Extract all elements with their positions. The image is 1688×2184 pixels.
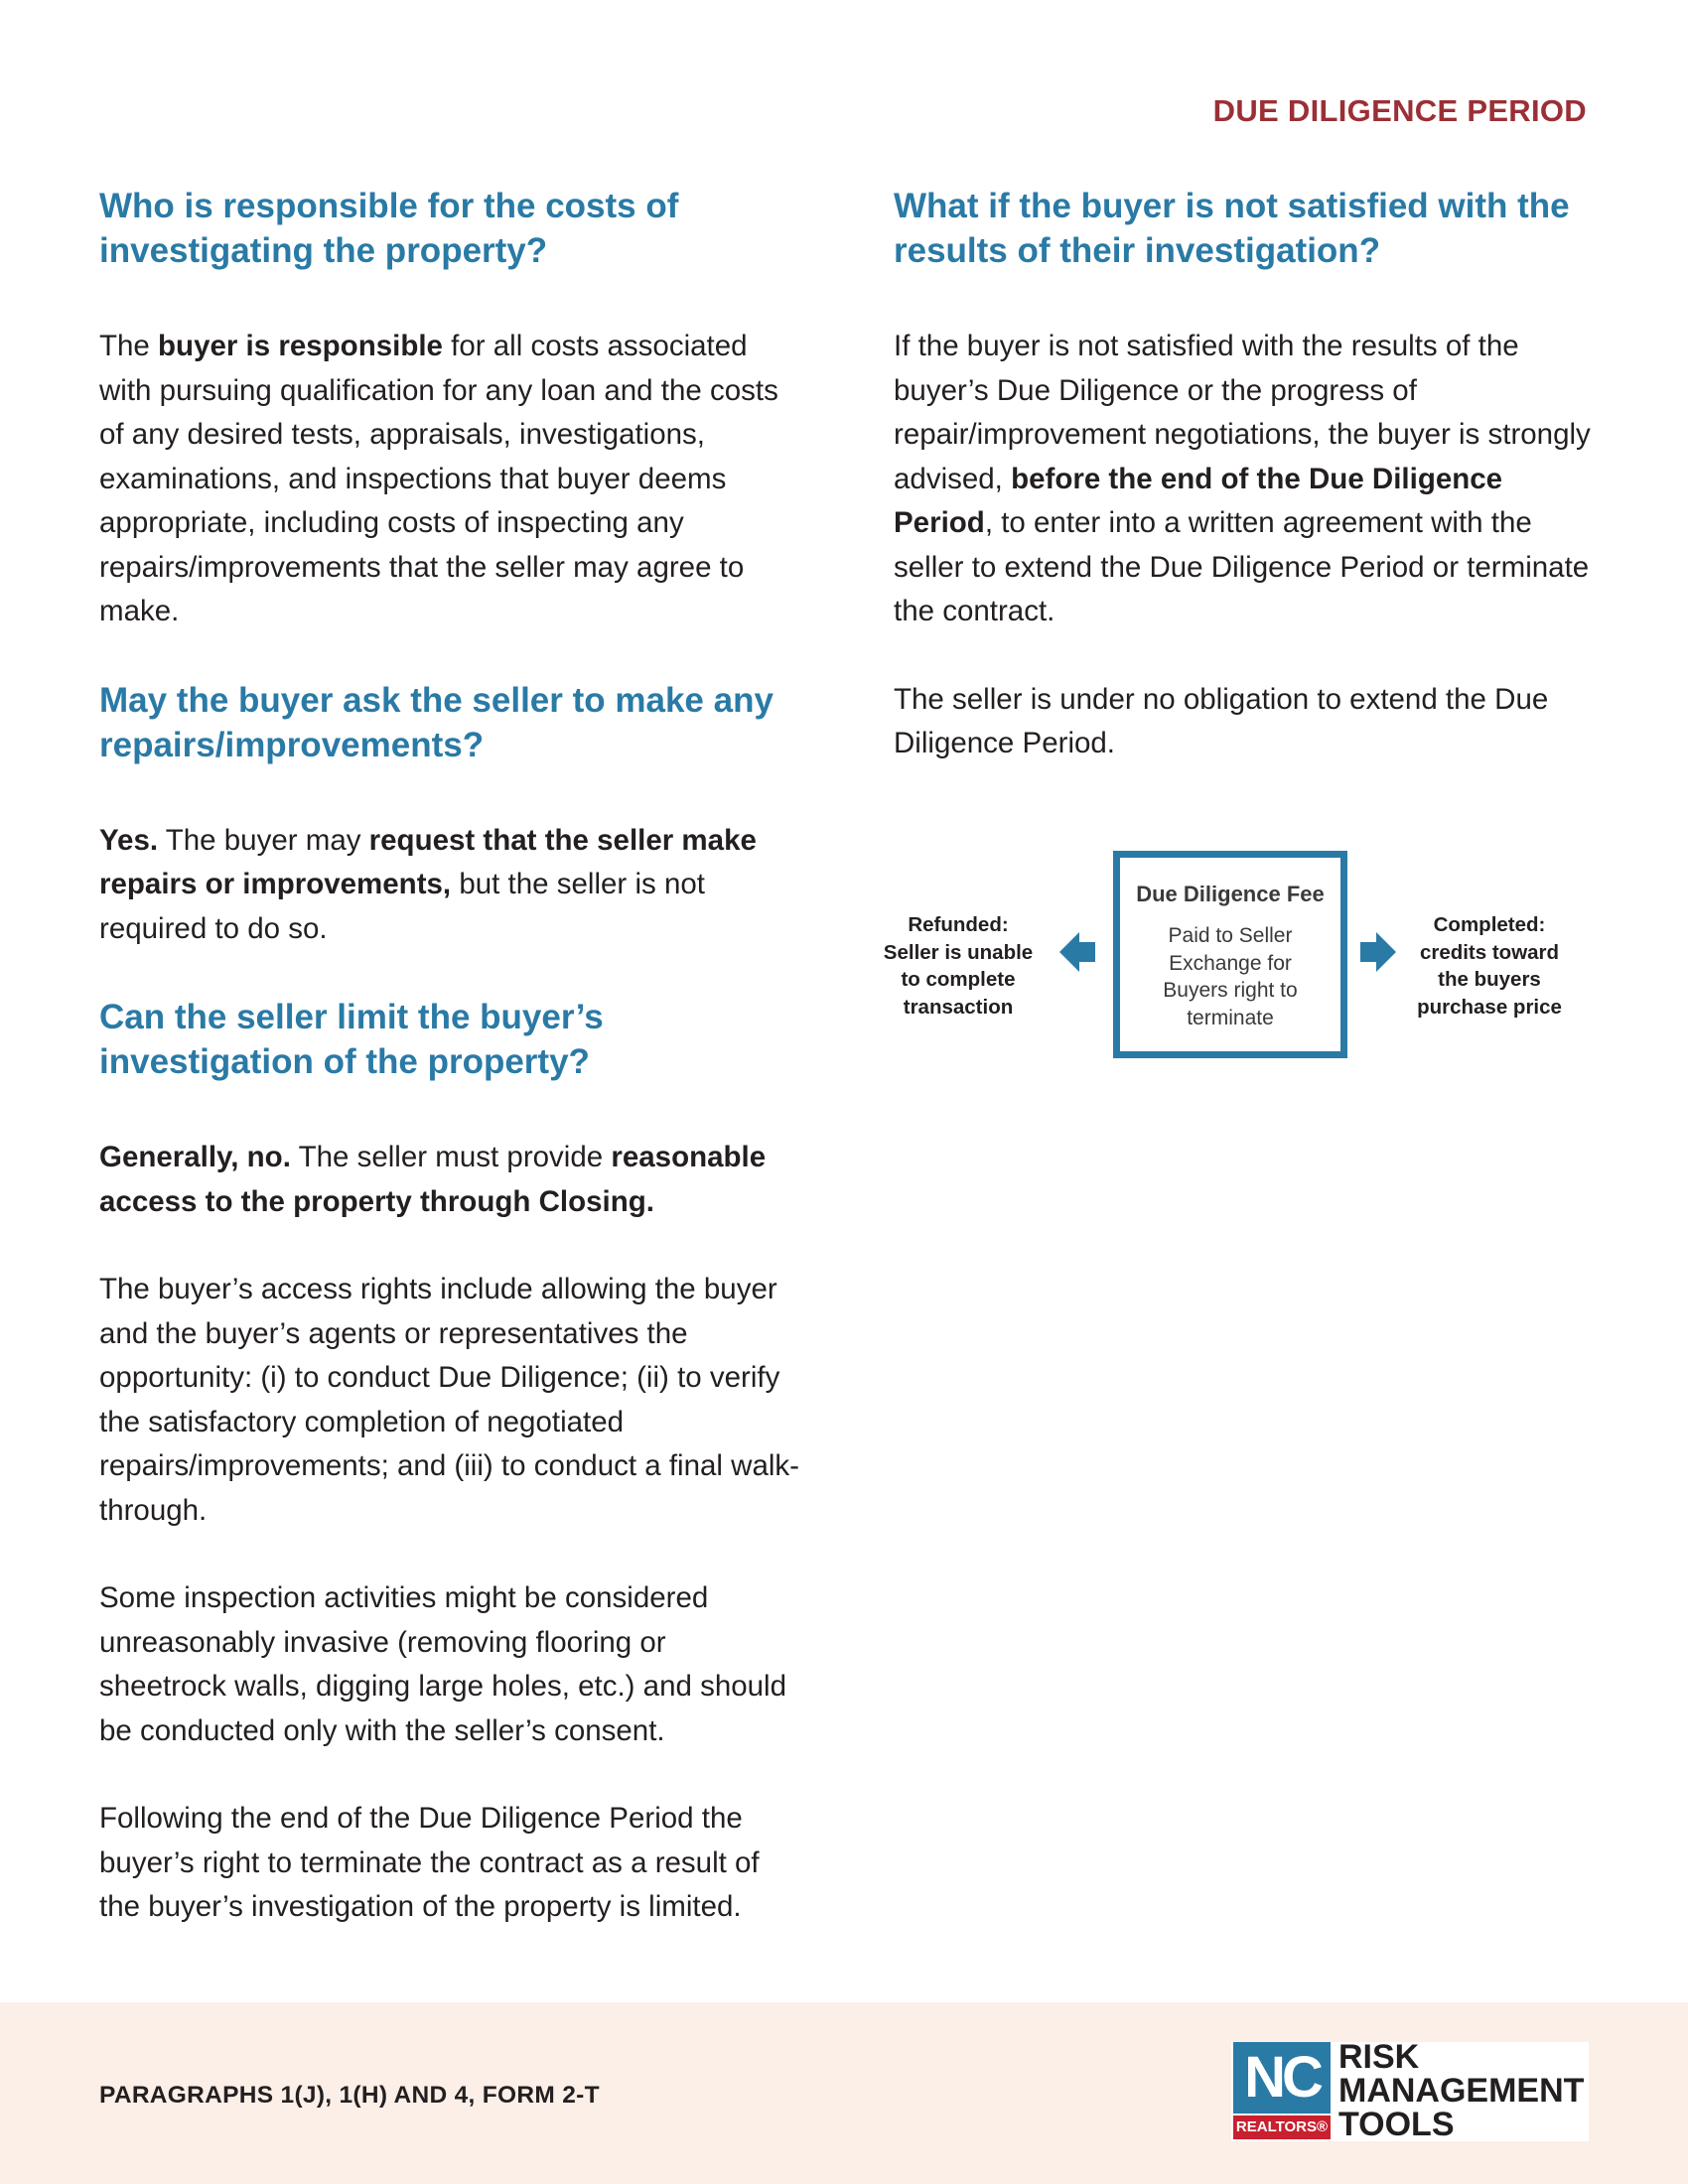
left-column — [99, 184, 799, 1974]
refunded-line: transaction — [903, 995, 1014, 1019]
logo-line: MANAGEMENT — [1338, 2072, 1585, 2110]
emphasis: request that the seller make repairs or improvements, — [99, 823, 757, 900]
box-body — [1120, 922, 1340, 1031]
logo-line: RISK — [1338, 2038, 1420, 2076]
completed-line: Completed: — [1433, 913, 1546, 936]
refunded-line: Seller is unable — [883, 940, 1034, 964]
completed-label — [1405, 911, 1574, 1021]
text: The seller must provide — [290, 1141, 612, 1173]
text: for all costs associated with pursuing qualification for any loan and the costs of any desired tests, appraisals, investigations, examinations, and inspections that buyer deems appropriate, including costs of inspecting any repairs/improvements that the seller may agree to make. — [99, 330, 778, 627]
due-diligence-fee-box — [1113, 851, 1347, 1058]
completed-line: credits toward — [1419, 940, 1560, 964]
box-line: terminate — [1187, 1006, 1274, 1029]
completed-line: purchase price — [1417, 995, 1562, 1019]
heading-costs: Who is responsible for the costs of investigating the property? — [99, 187, 679, 270]
form-reference: PARAGRAPHS 1(J), 1(H) AND 4, FORM 2-T — [99, 2082, 600, 2109]
paragraph-no-obligation: The seller is under no obligation to extend the Due Diligence Period. — [894, 682, 1549, 759]
box-line: Buyers right to — [1163, 979, 1298, 1002]
emphasis: Generally, no. — [99, 1141, 291, 1173]
paragraph-limit-answer — [99, 1136, 799, 1224]
footer — [0, 2002, 1688, 2184]
due-diligence-fee-diagram — [874, 849, 1599, 1062]
arrow-left-icon — [1059, 932, 1097, 972]
section-label: DUE DILIGENCE PERIOD — [1212, 93, 1587, 128]
logo-line: TOOLS — [1338, 2106, 1455, 2143]
nc-realtors-logo — [1231, 2038, 1589, 2143]
refunded-line: Refunded: — [908, 913, 1009, 936]
refunded-label — [874, 911, 1043, 1021]
heading-not-satisfied: What if the buyer is not satisfied with the results of their investigation? — [894, 187, 1570, 270]
logo-wordmark — [1338, 2040, 1584, 2141]
emphasis: before the end of the Due Diligence Period — [894, 462, 1503, 539]
paragraph-access-rights: The buyer’s access rights include allowing the buyer and the buyer’s agents or representatives the opportunity: (i) to conduct Due Diligence; (ii) to verify the satisfactory completion of negotiated repairs/improvements; and (iii) to conduct a final walk-through. — [99, 1273, 800, 1527]
heading-limit-investigation: Can the seller limit the buyer’s investigation of the property? — [99, 998, 604, 1081]
emphasis: reasonable access to the property through Closing. — [99, 1141, 767, 1218]
heading-repairs: May the buyer ask the seller to make any repairs/improvements? — [99, 680, 774, 764]
box-title: Due Diligence Fee — [1136, 882, 1325, 906]
text: The buyer may — [158, 823, 369, 857]
logo-realtors-bar: REALTORS® — [1233, 2116, 1331, 2139]
paragraph-repairs — [99, 819, 799, 952]
completed-line: the buyers — [1438, 968, 1541, 991]
paragraph-not-satisfied — [894, 325, 1594, 634]
text: but the seller is not required to do so. — [99, 868, 705, 945]
right-column — [894, 184, 1594, 810]
refunded-line: to complete — [901, 968, 1016, 991]
text: If the buyer is not satisfied with the results of the buyer’s Due Diligence or the progress of repair/improvement negotiations, the buyer is strongly advised, — [894, 330, 1591, 495]
arrow-right-icon — [1358, 932, 1396, 972]
paragraph-after-period: Following the end of the Due Diligence Period the buyer’s right to terminate the contract as a result of the buyer’s investigation of the property is limited. — [99, 1802, 760, 1923]
emphasis: Yes. — [99, 823, 159, 857]
paragraph-costs — [99, 325, 799, 634]
text: , to enter into a written agreement with the seller to extend the Due Diligence Period or terminate the contract. — [894, 506, 1590, 627]
text: The — [99, 330, 159, 362]
box-line: Paid to Seller — [1168, 924, 1293, 947]
emphasis: buyer is responsible — [158, 330, 443, 362]
paragraph-invasive-inspections: Some inspection activities might be considered unreasonably invasive (removing flooring or sheetrock walls, digging large holes, etc.) and should be conducted only with the seller’s consent. — [99, 1581, 787, 1747]
box-line: Exchange for — [1169, 951, 1292, 975]
logo-nc-mark: NC — [1233, 2042, 1331, 2114]
